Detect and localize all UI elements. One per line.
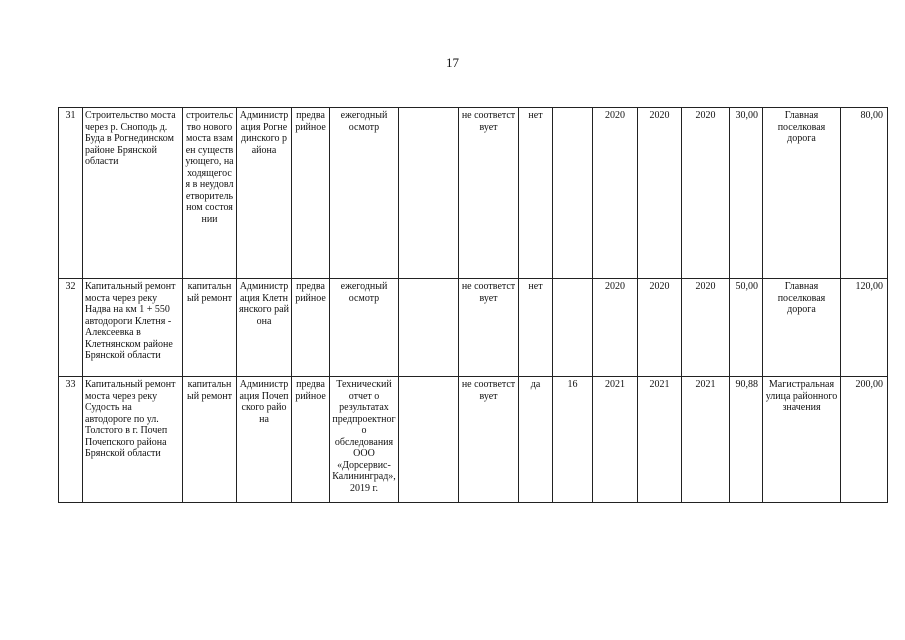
basis-cell: ежегодный осмотр: [330, 108, 399, 279]
length-cell: 50,00: [730, 279, 763, 377]
condition-status-cell: предварийное: [292, 279, 330, 377]
year-start-cell: 2021: [593, 377, 638, 503]
table-row: [59, 377, 888, 503]
work-type-cell: капитальный ремонт: [183, 377, 237, 503]
owner-cell: Администрация Клетнянского района: [237, 279, 292, 377]
owner-cell: Администрация Рогнединского района: [237, 108, 292, 279]
road-class-cell: Магистральная улица районного значения: [763, 377, 841, 503]
conformity-cell: не соответствует: [459, 279, 519, 377]
object-name-cell: Капитальный ремонт моста через реку Надва на км 1 + 550 автодороги Клетня - Алексеевка в Клетнянском районе Брянской области: [83, 279, 183, 377]
cost-cell: 120,00: [841, 279, 888, 377]
blank-cell-cell: [399, 108, 459, 279]
length-cell: 90,88: [730, 377, 763, 503]
condition-status-cell: предварийное: [292, 377, 330, 503]
year-end-cell: 2021: [682, 377, 730, 503]
year-mid-cell: 2021: [638, 377, 682, 503]
page-number: 17: [446, 55, 459, 70]
year-mid-cell: 2020: [638, 108, 682, 279]
conformity-cell: не соответствует: [459, 377, 519, 503]
owner-cell: Администрация Почепского района: [237, 377, 292, 503]
design-doc-cell: нет: [519, 279, 553, 377]
blank-cell-cell: [399, 377, 459, 503]
doc-number-cell: 16: [553, 377, 593, 503]
basis-cell: Технический отчет о результатах предпроектного обследования ООО «Дорсервис-Калининград», 2019 г.: [330, 377, 399, 503]
table-row: [59, 108, 888, 279]
doc-number-cell: [553, 279, 593, 377]
bridges-table: [58, 107, 888, 503]
length-cell: 30,00: [730, 108, 763, 279]
row-number-cell: 33: [59, 377, 83, 503]
year-end-cell: 2020: [682, 108, 730, 279]
work-type-cell: строительство нового моста взамен существующего, находящегося в неудовлетворительном состоянии: [183, 108, 237, 279]
row-number-cell: 32: [59, 279, 83, 377]
basis-cell: ежегодный осмотр: [330, 279, 399, 377]
object-name-cell: Капитальный ремонт моста через реку Судость на автодороге по ул. Толстого в г. Почеп Почепского района Брянской области: [83, 377, 183, 503]
doc-number-cell: [553, 108, 593, 279]
design-doc-cell: нет: [519, 108, 553, 279]
row-number-cell: 31: [59, 108, 83, 279]
object-name-cell: Строительство моста через р. Сноподь д. Буда в Рогнединском районе Брянской области: [83, 108, 183, 279]
year-start-cell: 2020: [593, 108, 638, 279]
design-doc-cell: да: [519, 377, 553, 503]
year-mid-cell: 2020: [638, 279, 682, 377]
road-class-cell: Главная поселковая дорога: [763, 108, 841, 279]
cost-cell: 200,00: [841, 377, 888, 503]
table-row: [59, 279, 888, 377]
conformity-cell: не соответствует: [459, 108, 519, 279]
road-class-cell: Главная поселковая дорога: [763, 279, 841, 377]
blank-cell-cell: [399, 279, 459, 377]
year-end-cell: 2020: [682, 279, 730, 377]
year-start-cell: 2020: [593, 279, 638, 377]
work-type-cell: капитальный ремонт: [183, 279, 237, 377]
condition-status-cell: предварийное: [292, 108, 330, 279]
cost-cell: 80,00: [841, 108, 888, 279]
